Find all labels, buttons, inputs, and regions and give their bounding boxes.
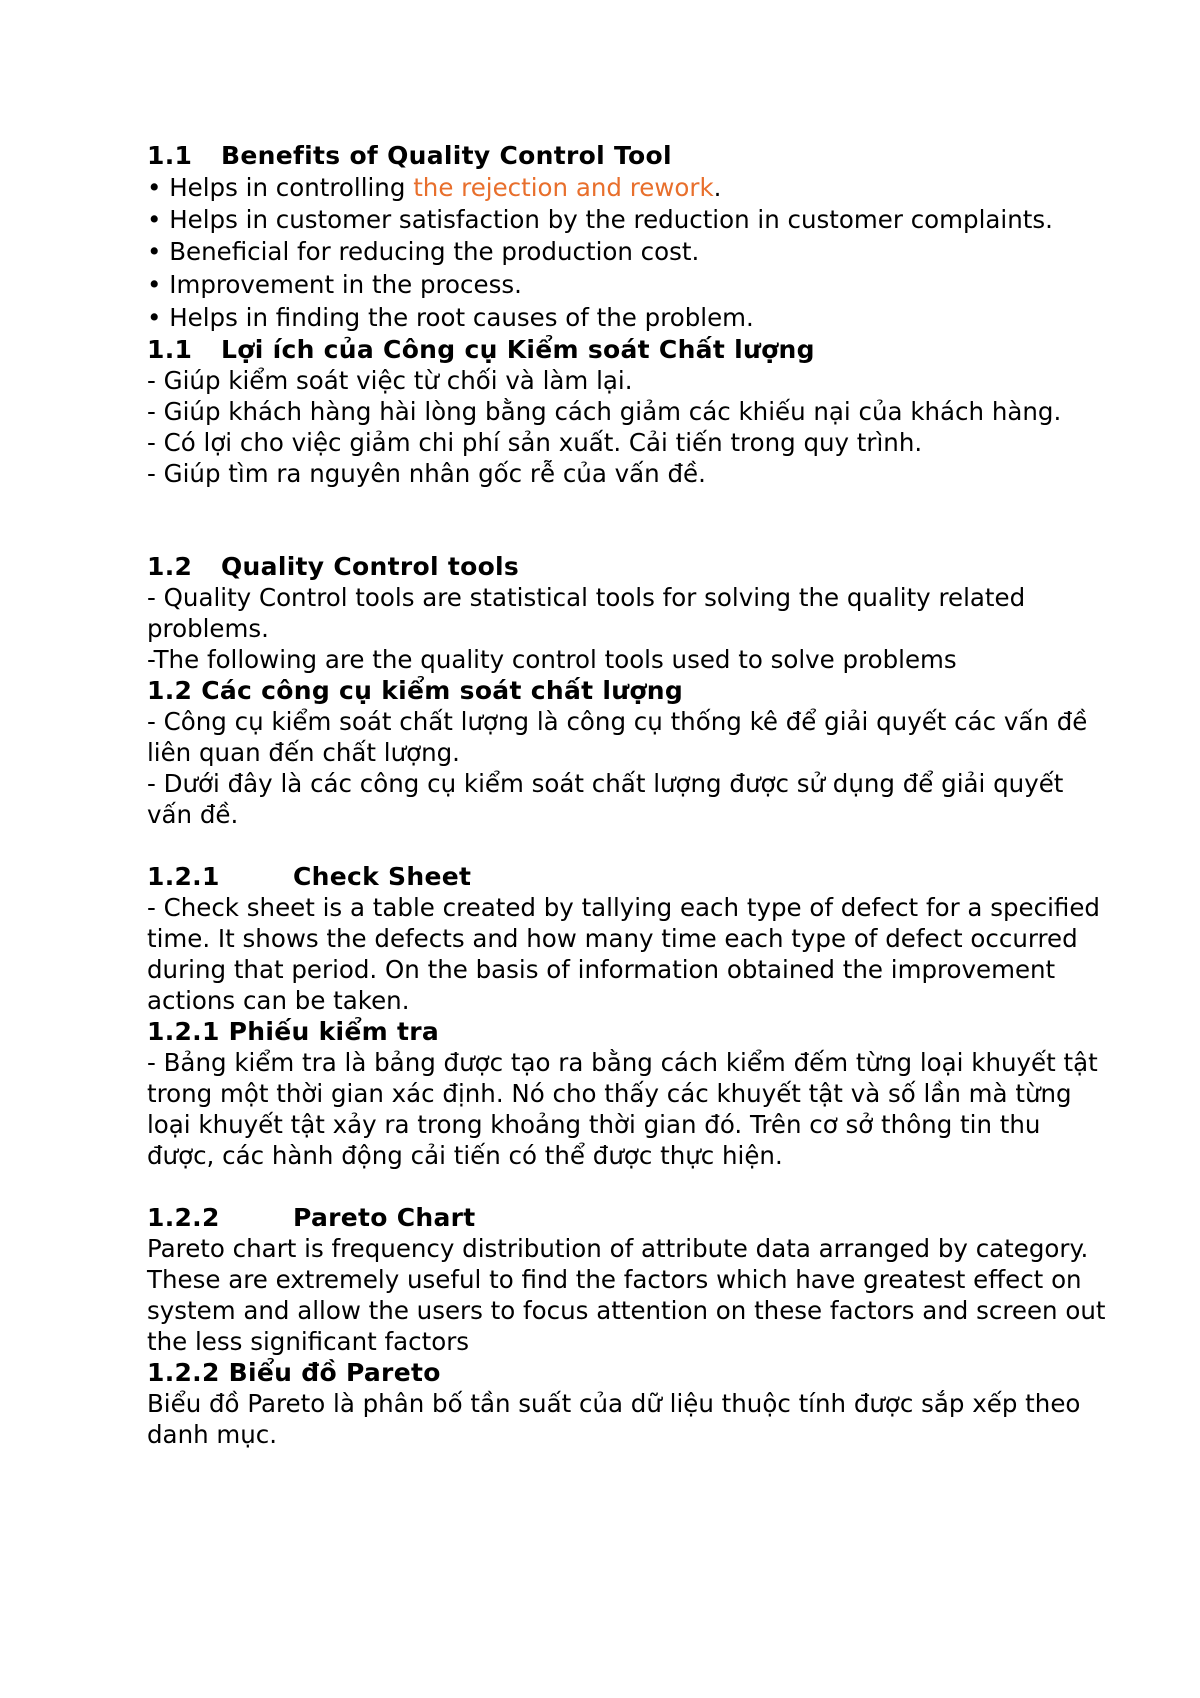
heading-title: Quality Control tools: [221, 552, 520, 581]
heading-title: Pareto Chart: [293, 1203, 476, 1232]
heading-bieu-do-pareto: 1.2.2 Biểu đồ Pareto: [147, 1358, 441, 1387]
benefit-bullet-2: • Helps in customer satisfaction by the reduction in customer complaints.: [147, 205, 1053, 234]
benefit-bullet-5: • Helps in finding the root causes of the problem.: [147, 303, 754, 332]
bieu-do-pareto-body: Biểu đồ Pareto là phân bố tần suất của dữ liệu thuộc tính được sắp xếp theo danh mục.: [147, 1389, 1081, 1449]
pareto-chart-body: Pareto chart is frequency distribution of attribute data arranged by category. These are extremely useful to find the factors which have greatest effect on system and allow the users to focus attention on these factors and screen out the less significant factors: [147, 1234, 1106, 1356]
heading-number: 1.1: [147, 141, 193, 170]
cac-cong-cu-line-1: - Công cụ kiểm soát chất lượng là công cụ thống kê để giải quyết các vấn đề liên quan đến chất lượng.: [147, 707, 1088, 767]
loi-ich-line-2: - Giúp khách hàng hài lòng bằng cách giảm các khiếu nại của khách hàng.: [147, 397, 1062, 426]
heading-title: Check Sheet: [293, 862, 472, 891]
benefit-bullet-1: [147, 171, 1107, 204]
heading-title: Lợi ích của Công cụ Kiểm soát Chất lượng: [221, 335, 815, 364]
heading-number: 1.2.1: [147, 862, 220, 891]
heading-loi-ich: [147, 334, 1107, 365]
heading-number: 1.1: [147, 335, 193, 364]
loi-ich-line-1: - Giúp kiểm soát việc từ chối và làm lại.: [147, 366, 633, 395]
heading-title: Benefits of Quality Control Tool: [221, 141, 672, 170]
document-body: [147, 140, 1107, 1450]
heading-check-sheet: [147, 861, 1107, 892]
highlighted-text: the rejection and rework: [413, 173, 714, 202]
section-spacer: [147, 489, 1107, 551]
check-sheet-body: - Check sheet is a table created by tallying each type of defect for a specified time. It shows the defects and how many time each type of defect occurred during that period. On the basis of information obtained the improvement actions can be taken.: [147, 893, 1100, 1015]
heading-number: 1.2: [147, 552, 193, 581]
cac-cong-cu-line-2: - Dưới đây là các công cụ kiểm soát chất lượng được sử dụng để giải quyết vấn đề.: [147, 769, 1064, 829]
loi-ich-line-4: - Giúp tìm ra nguyên nhân gốc rễ của vấn đề.: [147, 459, 706, 488]
heading-cac-cong-cu: 1.2 Các công cụ kiểm soát chất lượng: [147, 676, 684, 705]
qc-tools-line-2: -The following are the quality control tools used to solve problems: [147, 645, 957, 674]
phieu-kiem-tra-body: - Bảng kiểm tra là bảng được tạo ra bằng cách kiểm đếm từng loại khuyết tật trong một thời gian xác định. Nó cho thấy các khuyết tật và số lần mà từng loại khuyết tật xảy ra trong khoảng thời gian đó. Trên cơ sở thông tin thu được, các hành động cải tiến có thể được thực hiện.: [147, 1048, 1098, 1170]
heading-pareto-chart: [147, 1202, 1107, 1233]
bullet-text: • Helps in controlling: [147, 173, 414, 202]
benefit-bullet-3: • Beneficial for reducing the production cost.: [147, 237, 700, 266]
section-spacer: [147, 830, 1107, 861]
section-spacer: [147, 1171, 1107, 1202]
heading-benefits: [147, 140, 1107, 171]
loi-ich-line-3: - Có lợi cho việc giảm chi phí sản xuất. Cải tiến trong quy trình.: [147, 428, 923, 457]
benefit-bullet-4: • Improvement in the process.: [147, 270, 522, 299]
heading-number: 1.2.2: [147, 1203, 220, 1232]
qc-tools-line-1: - Quality Control tools are statistical tools for solving the quality related problems.: [147, 583, 1026, 643]
heading-phieu-kiem-tra: 1.2.1 Phiếu kiểm tra: [147, 1017, 440, 1046]
heading-qc-tools: [147, 551, 1107, 582]
bullet-text-end: .: [713, 173, 722, 202]
